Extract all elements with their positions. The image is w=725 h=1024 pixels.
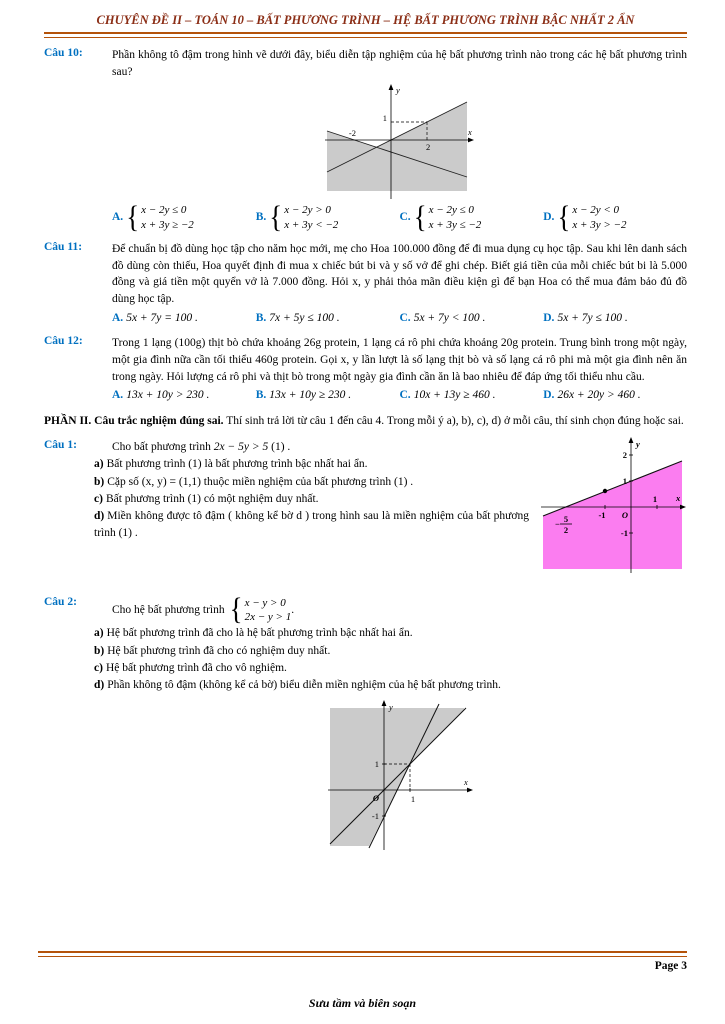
c2-intro (112, 592, 687, 627)
c1-item-c (94, 491, 529, 508)
option-key: C. (399, 211, 411, 224)
page-number: Page 3 (654, 960, 687, 972)
page-title: CHUYÊN ĐỀ II – TOÁN 10 – BẤT PHƯƠNG TRÌNH – HỆ BẤT PHƯƠNG TRÌNH BẬC NHẤT 2 ẨN (96, 13, 635, 27)
q11-option-a (112, 310, 256, 327)
question-12-options (112, 387, 687, 404)
c1-item-d (94, 508, 529, 543)
q12-option-b (256, 387, 400, 404)
question-11-options (112, 310, 687, 327)
c1-frac-minus: − (555, 518, 560, 529)
brace-symbol: { (413, 200, 427, 234)
c2-tick-yneg1: -1 (371, 811, 379, 822)
question-12-label: Câu 12: (44, 335, 83, 348)
c2-intro-post: . (291, 603, 295, 616)
item-text: Phần không tô đậm (không kể cả bờ) biểu diễn miền nghiệm của hệ bất phương trình. (107, 679, 501, 691)
c2-intro-pre: Cho hệ bất phương trình (112, 603, 225, 616)
question-10 (44, 47, 687, 232)
option-key: A. (112, 311, 124, 324)
system-line-1: x − 2y > 0 (284, 204, 331, 217)
question-ts-2-label: Câu 2: (44, 595, 77, 608)
brace-symbol: { (557, 200, 571, 234)
c1-item-a (94, 456, 529, 473)
item-text: Miền không được tô đậm ( không kể bờ d ) trong hình sau là miền nghiệm của bất phương trình (1) . (94, 510, 529, 540)
credit-line: Sưu tầm và biên soạn (308, 996, 417, 1010)
system-line-1: x − 2y < 0 (572, 204, 620, 217)
q10-tick-1: 1 (382, 113, 387, 124)
c2-tick-y1: 1 (374, 759, 379, 770)
c2-x-label: x (463, 777, 468, 788)
item-key: a) (94, 458, 104, 471)
system-line-1: x − y > 0 (244, 596, 286, 609)
c1-frac-numerator: 5 (563, 513, 569, 524)
header-rule (44, 32, 687, 38)
item-key: a) (94, 627, 104, 640)
option-text: 5x + 7y < 100 . (413, 311, 486, 324)
q12-option-a (112, 387, 256, 404)
option-key: D. (543, 389, 555, 402)
c2-x-axis-arrow (467, 788, 473, 793)
option-text: 10x + 13y ≥ 460 . (413, 389, 496, 402)
part2-heading-rest: Thí sinh trả lời từ câu 1 đến câu 4. Trong mỗi ý a), b), c), d) ở mỗi câu, thí sinh chọn đúng hoặc sai. (226, 414, 684, 427)
item-text: Cặp số (x, y) = (1,1) thuộc miền nghiệm của bất phương trình (1) . (107, 475, 414, 488)
c1-tick-xneg1: -1 (598, 509, 606, 520)
system-line-2: x + 3y > −2 (572, 218, 627, 231)
question-11-label: Câu 11: (44, 240, 83, 253)
brace-symbol: { (269, 200, 283, 234)
c2-graph (326, 698, 474, 856)
question-11-text: Để chuẩn bị đồ dùng học tập cho năm học mới, mẹ cho Hoa 100.000 đồng để đi mua dụng cụ học tập. Sau khi lên danh sách đồ dùng còn thiếu, Hoa quyết định đi mua x chiếc bút bi và y số vở để ghi chép. Biết giá tiền của mỗi chiếc bút bi là 5.000 đồng và giá tiền một quyển vở là 7.000 đồng. Hỏi x, y phải thỏa mãn điều kiện gì để bạn Hoa có thể mua đảm bảo đủ đồ dùng học tập. (112, 242, 687, 305)
option-text: 7x + 5y ≤ 100 . (269, 311, 340, 324)
q10-option-c (399, 200, 544, 234)
option-key: C. (399, 389, 411, 402)
q11-option-c (400, 310, 544, 327)
c2-tick-x1: 1 (410, 794, 415, 805)
question-10-label: Câu 10: (44, 47, 83, 59)
question-ts-1 (44, 439, 687, 587)
option-text: 26x + 20y > 460 . (557, 389, 641, 402)
c1-intro-math: 2x − 5y > 5 (213, 440, 269, 453)
c2-y-label: y (388, 702, 393, 713)
item-key: b) (94, 475, 105, 488)
option-key: A. (112, 389, 124, 402)
c1-intro-post: (1) . (271, 440, 291, 453)
question-12-text: Trong 1 lạng (100g) thịt bò chứa khoảng 26g protein, 1 lạng cá rô phi chứa khoảng 20g protein. Trung bình trong một ngày, một gia đình nữa cần tối thiểu 460g protein. Gọi x, y lần lượt là số lạng thịt bò và số lạng cá rô phi mà một gia đình nên ăn trong ngày. Hỏi lượng cá rô phi và thịt bò trong một ngày gia đình cần ăn là bao nhiêu để đáp ứng tối thiểu nhu cầu. (112, 337, 687, 383)
option-key: D. (543, 311, 555, 324)
item-text: Hệ bất phương trình đã cho vô nghiệm. (105, 661, 287, 674)
question-12 (44, 335, 687, 404)
c1-x-label: x (676, 492, 681, 503)
q11-option-d (543, 310, 687, 327)
c1-tick-x1: 1 (652, 493, 658, 504)
system-line-1: x − 2y ≤ 0 (428, 204, 474, 217)
option-key: B. (255, 311, 267, 324)
item-text: Bất phương trình (1) có một nghiệm duy nhất. (105, 492, 319, 505)
footer-rule (38, 951, 687, 957)
c1-frac-denominator: 2 (563, 524, 569, 535)
item-key: b) (94, 644, 105, 657)
q10-x-axis-arrow (468, 138, 474, 143)
c1-y-label: y (636, 438, 640, 449)
item-text: Bất phương trình (1) là bất phương trình bậc nhất hai ẩn. (106, 458, 368, 471)
q11-option-b (256, 310, 400, 327)
part2-heading-bold: PHẦN II. Câu trắc nghiệm đúng sai. (44, 414, 224, 427)
q10-option-b (255, 200, 400, 234)
c2-item-a (94, 625, 687, 642)
q10-y-axis-arrow (388, 84, 393, 90)
c1-origin-label: O (621, 509, 628, 520)
system-line-2: x + 3y ≥ −2 (141, 218, 194, 231)
c1-graph (539, 435, 687, 577)
option-key: B. (255, 211, 267, 224)
q10-tick-neg2: -2 (348, 128, 356, 139)
c1-tick-y1: 1 (622, 475, 627, 486)
system-line-1: x − 2y ≤ 0 (141, 204, 187, 217)
c2-y-axis-arrow (381, 700, 386, 706)
c2-item-b (94, 643, 687, 660)
c1-intro-pre: Cho bất phương trình (112, 440, 211, 453)
c1-tick-yneg1: -1 (620, 527, 628, 538)
question-ts-2 (44, 592, 687, 862)
option-key: C. (399, 311, 411, 324)
c1-point-marker (603, 488, 607, 492)
question-11 (44, 241, 687, 326)
c1-intro (112, 439, 529, 456)
brace-symbol: { (126, 200, 140, 234)
q10-graph (325, 83, 475, 201)
q10-y-label: y (395, 85, 400, 96)
c2-origin-label: O (372, 793, 379, 804)
system-line-2: x + 3y < −2 (284, 218, 339, 231)
c1-y-axis-arrow (629, 437, 634, 443)
c2-item-c (94, 660, 687, 677)
item-key: d) (94, 510, 105, 523)
c2-items (94, 625, 687, 694)
item-text: Hệ bất phương trình đã cho là hệ bất phương trình bậc nhất hai ẩn. (106, 627, 413, 640)
part2-heading (44, 413, 687, 430)
c1-x-axis-arrow (680, 504, 686, 509)
option-text: 5x + 7y = 100 . (126, 311, 198, 324)
question-10-text: Phần không tô đậm trong hình vẽ dưới đây, biểu diễn tập nghiệm của hệ bất phương trình nào trong các hệ bất phương trình sau? (112, 49, 687, 78)
brace-symbol: { (229, 592, 243, 627)
c1-item-b (94, 474, 529, 491)
c2-item-d (94, 677, 687, 694)
option-text: 5x + 7y ≤ 100 . (557, 311, 628, 324)
option-key: A. (112, 211, 124, 224)
c1-items (94, 456, 529, 542)
q12-option-c (400, 387, 544, 404)
q12-option-d (543, 387, 687, 404)
q10-tick-2: 2 (425, 142, 430, 153)
item-key: d) (94, 679, 105, 691)
item-text: Hệ bất phương trình đã cho có nghiệm duy nhất. (107, 644, 331, 657)
system-line-2: 2x − y > 1 (244, 610, 292, 623)
c1-tick-y2: 2 (622, 449, 627, 460)
question-10-options (112, 200, 687, 234)
page-footer (38, 947, 687, 972)
q10-option-d (543, 200, 687, 234)
item-key: c) (94, 492, 103, 505)
option-key: D. (543, 211, 555, 224)
option-key: B. (255, 389, 267, 402)
item-key: c) (94, 661, 103, 674)
question-ts-1-label: Câu 1: (44, 438, 77, 451)
system-line-2: x + 3y ≤ −2 (428, 218, 482, 231)
option-text: 13x + 10y ≥ 230 . (269, 389, 352, 402)
q10-option-a (112, 200, 256, 234)
option-text: 13x + 10y > 230 . (126, 389, 210, 402)
q10-x-label: x (467, 127, 472, 138)
